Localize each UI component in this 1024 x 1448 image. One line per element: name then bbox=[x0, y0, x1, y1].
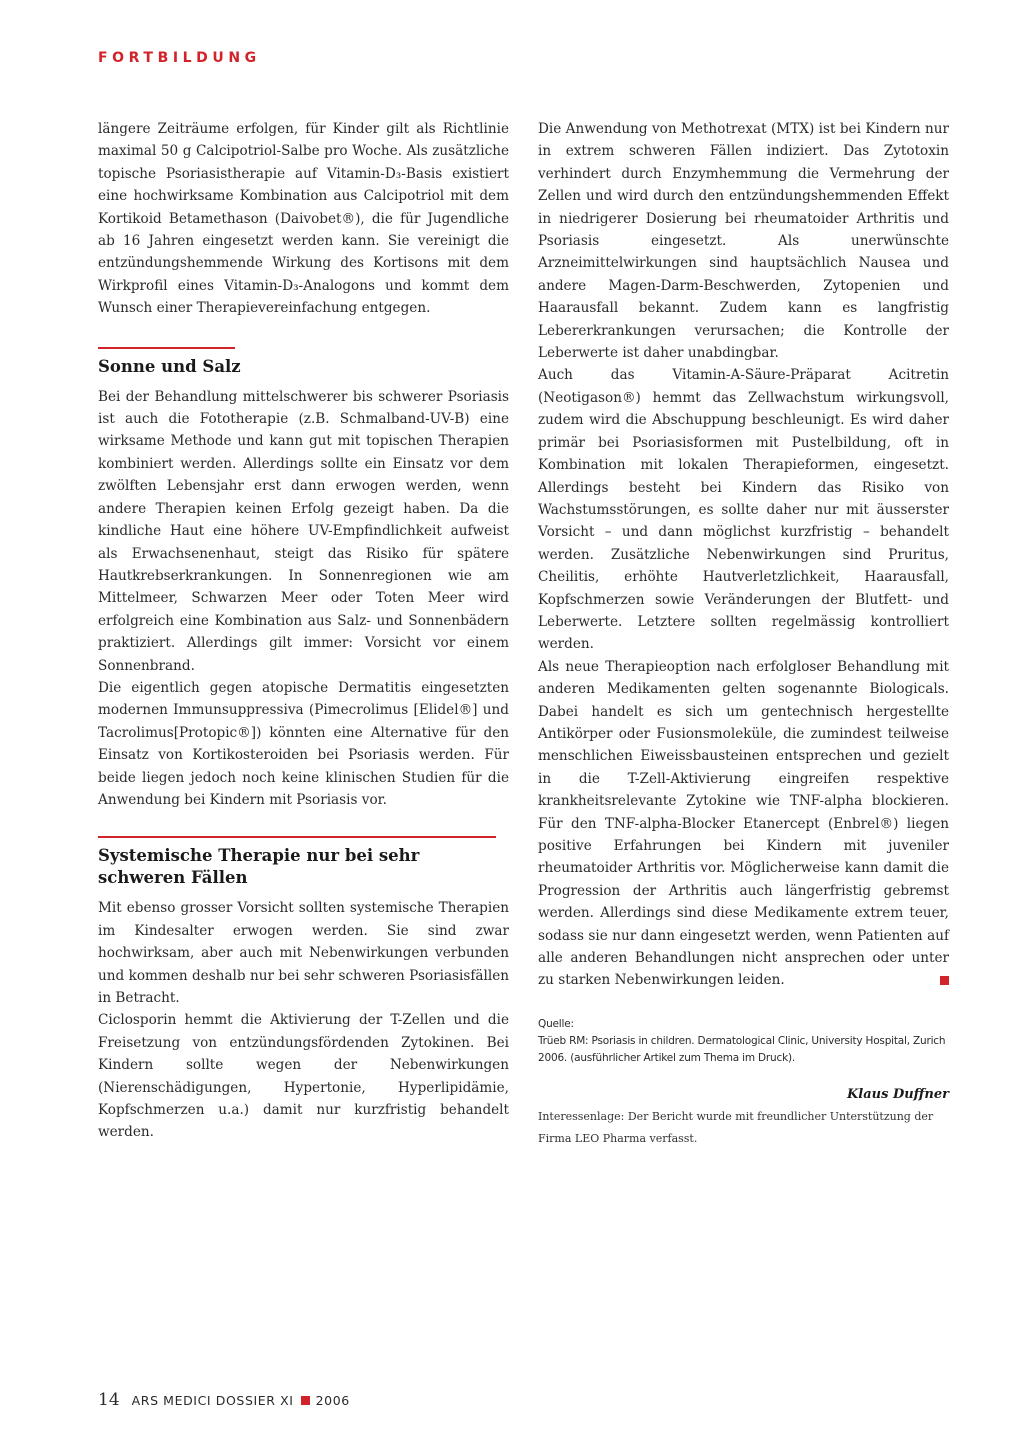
final-paragraph-text: Als neue Therapieoption nach erfolgloser Behandlung mit anderen Medikamenten gelten sogenannte Biologicals. Dabei handelt es sich um gentechnisch hergestellte Antikörper oder Fusionsmoleküle, die zumindest teilweise menschlichen Eiweissbausteinen entsprechen und gezielt in die T-Zell-Aktivierung eingreifen respektive krankheitsrelevante Zytokine wie TNF-alpha blockieren. Für den TNF-alpha-Blocker Etanercept (Enbrel®) liegen positive Erfahrungen bei Kindern mit juveniler rheumatoider Arthritis vor. Möglicherweise kann damit die Progression der Arthritis auch längerfristig gebremst werden. Allerdings sind diese Medikamente extrem teuer, sodass sie nur dann eingesetzt werden, wenn Patienten auf alle anderen Behandlungen nicht ansprechen oder unter zu starken Nebenwirkungen leiden. bbox=[538, 658, 949, 989]
body-paragraph: Auch das Vitamin-A-Säure-Präparat Acitretin (Neotigason®) hemmt das Zellwachstum wirkungsvoll, zudem wird die Abschuppung beschleunigt. Es wird daher primär bei Psoriasisformen mit Pustelbildung, oft in Kombination mit lokalen Therapieformen, eingesetzt. Allerdings besteht bei Kindern das Risiko von Wachstumsstörungen, es sollte daher nur mit äusserster Vorsicht – und dann möglichst kurzfristig – behandelt werden. Zusätzliche Nebenwirkungen sind Pruritus, Cheilitis, erhöhte Hautverletzlichkeit, Haarausfall, Kopfschmerzen sowie Veränderungen der Blutfett- und Leberwerte. Letztere sollten regelmässig kontrolliert werden. bbox=[538, 367, 949, 653]
page-number: 14 bbox=[98, 1390, 120, 1410]
body-paragraph: Die eigentlich gegen atopische Dermatitis eingesetzten modernen Immunsuppressiva (Pimecrolimus [Elidel®] und Tacrolimus[Protopic®]) könnten eine Alternative für den Einsatz von Kortikosteroiden bei Psoriasis werden. Für beide liegen jedoch noch keine klinischen Studien für die Anwendung bei Kindern mit Psoriasis vor. bbox=[98, 679, 509, 808]
page-footer bbox=[98, 1390, 350, 1410]
heading-divider bbox=[98, 836, 496, 838]
section-heading-sun-salt: Sonne und Salz bbox=[98, 356, 241, 376]
separator-square-icon bbox=[301, 1396, 310, 1405]
disclosure-note: Interessenlage: Der Bericht wurde mit freundlicher Unterstützung der Firma LEO Pharma verfasst. bbox=[538, 1110, 934, 1146]
left-column bbox=[98, 118, 509, 1144]
intro-paragraph: längere Zeiträume erfolgen, für Kinder gilt als Richtlinie maximal 50 g Calcipotriol-Salbe pro Woche. Als zusätzliche topische Psoriasistherapie auf Vitamin-D₃-Basis existiert eine hochwirksame Kombination aus Calcipotriol mit dem Kortikoid Betamethason (Daivobet®), die für Jugendliche ab 16 Jahren eingesetzt werden kann. Sie vereinigt die entzündungshemmende Wirkung des Kortisons mit dem Wirkprofil eines Vitamin-D₃-Analogons und kommt dem Wunsch einer Therapievereinfachung entgegen. bbox=[98, 121, 509, 317]
body-paragraph: Bei der Behandlung mittelschwerer bis schwerer Psoriasis ist auch die Fototherapie (z.B. Schmalband-UV-B) eine wirksame Methode und kann gut mit topischen Therapien kombiniert werden. Allerdings sollte ein Einsatz vor dem zwölften Lebensjahr erst dann erwogen werden, wenn andere Therapien keinen Erfolg gezeigt haben. Da die kindliche Haut eine höhere UV-Empfindlichkeit aufweist als Erwachsenenhaut, steigt das Risiko für spätere Hautkrebserkrankungen. In Sonnenregionen wie am Mittelmeer, Schwarzen Meer oder Toten Meer wird erfolgreich eine Kombination aus Salz- und Sonnenbädern praktiziert. Allerdings gilt immer: Vorsicht vor einem Sonnenbrand. bbox=[98, 388, 509, 674]
body-paragraph: Die Anwendung von Methotrexat (MTX) ist bei Kindern nur in extrem schweren Fällen indiziert. Das Zytotoxin verhindert durch Enzymhemmung die Vermehrung der Zellen und wird durch den entzündungshemmenden Effekt in niedrigerer Dosierung bei rheumatoider Arthritis und Psoriasis eingesetzt. Als unerwünschte Arzneimittelwirkungen sind hauptsächlich Nausea und andere Magen-Darm-Beschwerden, Zytopenien und Haarausfall bekannt. Zudem kann es langfristig Lebererkrankungen verursachen; die Kontrolle der Leberwerte ist daher unabdingbar. bbox=[538, 121, 949, 362]
right-column bbox=[538, 118, 949, 1150]
publication-year: 2006 bbox=[315, 1393, 350, 1408]
section-label: FORTBILDUNG bbox=[98, 50, 261, 66]
body-paragraph-final bbox=[538, 656, 949, 992]
body-paragraph: Ciclosporin hemmt die Aktivierung der T-Zellen und die Freisetzung von entzündungsfördenden Zytokinen. Bei Kindern sollte wegen der Nebenwirkungen (Nierenschädigungen, Hypertonie, Hyperlipidämie, Kopfschmerzen u.a.) damit nur kurzfristig behandelt werden. bbox=[98, 1012, 509, 1141]
source-label: Quelle: bbox=[538, 1017, 574, 1030]
body-paragraph: Mit ebenso grosser Vorsicht sollten systemische Therapien im Kindesalter erwogen werden. Sie sind zwar hochwirksam, aber auch mit Nebenwirkungen verbunden und kommen deshalb nur bei sehr schweren Psoriasisfällen in Betracht. bbox=[98, 900, 509, 1006]
heading-divider bbox=[98, 347, 235, 349]
journal-name: ARS MEDICI DOSSIER XI bbox=[131, 1393, 294, 1408]
end-of-article-square-icon bbox=[940, 976, 949, 985]
source-block bbox=[538, 1016, 949, 1067]
author-name: Klaus Duffner bbox=[846, 1086, 949, 1102]
source-citation: Trüeb RM: Psoriasis in children. Dermatological Clinic, University Hospital, Zurich 2006. (ausführlicher Artikel zum Thema im Druck). bbox=[538, 1034, 946, 1064]
section-heading-systemic-therapy: Systemische Therapie nur bei sehr schweren Fällen bbox=[98, 846, 420, 888]
